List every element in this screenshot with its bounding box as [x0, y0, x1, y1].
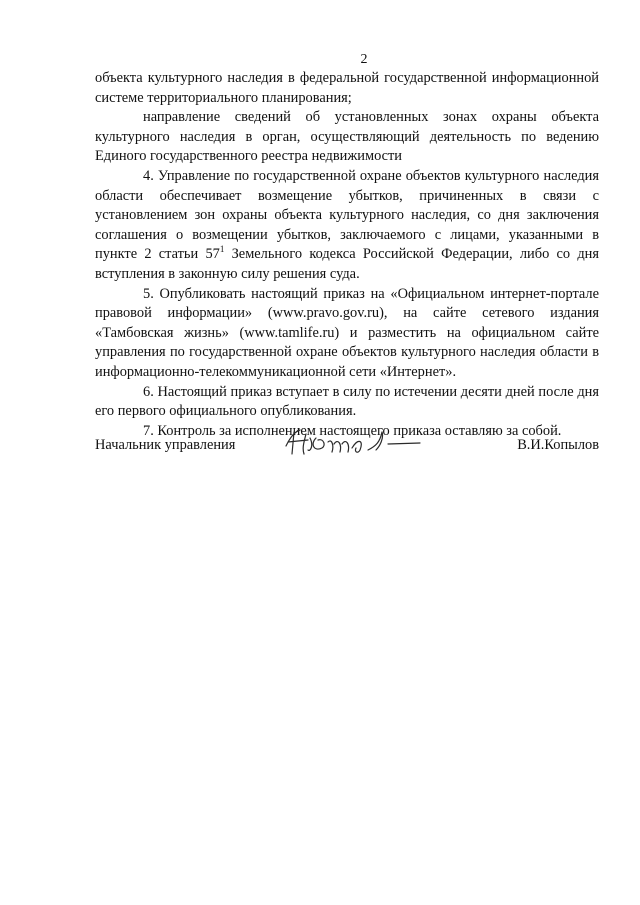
paragraph-item-7: 7. Контроль за исполнением настоящего приказа оставляю за собой.	[143, 422, 562, 439]
paragraph-item-4-text-end: Земельного кодекса Российской Федерации, либо со дня вступления в законную силу решения суда.	[95, 246, 600, 282]
paragraph-item-4-text: 4. Управление по государственной охране объектов культурного наследия области обеспечивает возмещение убытков, причиненных в связи с установлением зон охраны объекта культурного наследия, со дня заключения соглашения о возмещении убытков, заключаемого с лицами, указанными в пункте 2 статьи 57	[95, 167, 599, 263]
page-number: 2	[360, 52, 368, 67]
handwritten-signature	[280, 424, 445, 466]
paragraph-continuation: объекта культурного наследия в федеральной государственной информационной системе территориального планирования;	[95, 70, 599, 106]
paragraph-item-6: 6. Настоящий приказ вступает в силу по истечении десяти дней после дня его первого официального опубликования.	[95, 383, 599, 420]
signature-block	[95, 432, 599, 472]
paragraph-registry-direction: направление сведений об установленных зонах охраны объекта культурного наследия в орган, осуществляющий деятельность по ведению Единого государственного реестра недвижимости	[95, 109, 599, 165]
signatory-name: В.И.Копылов	[517, 437, 599, 453]
article-superscript: 1	[219, 244, 225, 255]
signatory-position: Начальник управления	[95, 437, 236, 453]
document-body	[95, 69, 599, 441]
paragraph-item-5: 5. Опубликовать настоящий приказ на «Официальном интернет-портале правовой информации» (www.pravo.gov.ru), на сайте сетевого издания «Тамбовская жизнь» (www.tamlife.ru) и разместить на официальном сайте управления по государственной охране объектов культурного наследия области в информационно-телекоммуникационной сети «Интернет».	[95, 285, 599, 380]
paragraph-item-4	[95, 167, 599, 285]
